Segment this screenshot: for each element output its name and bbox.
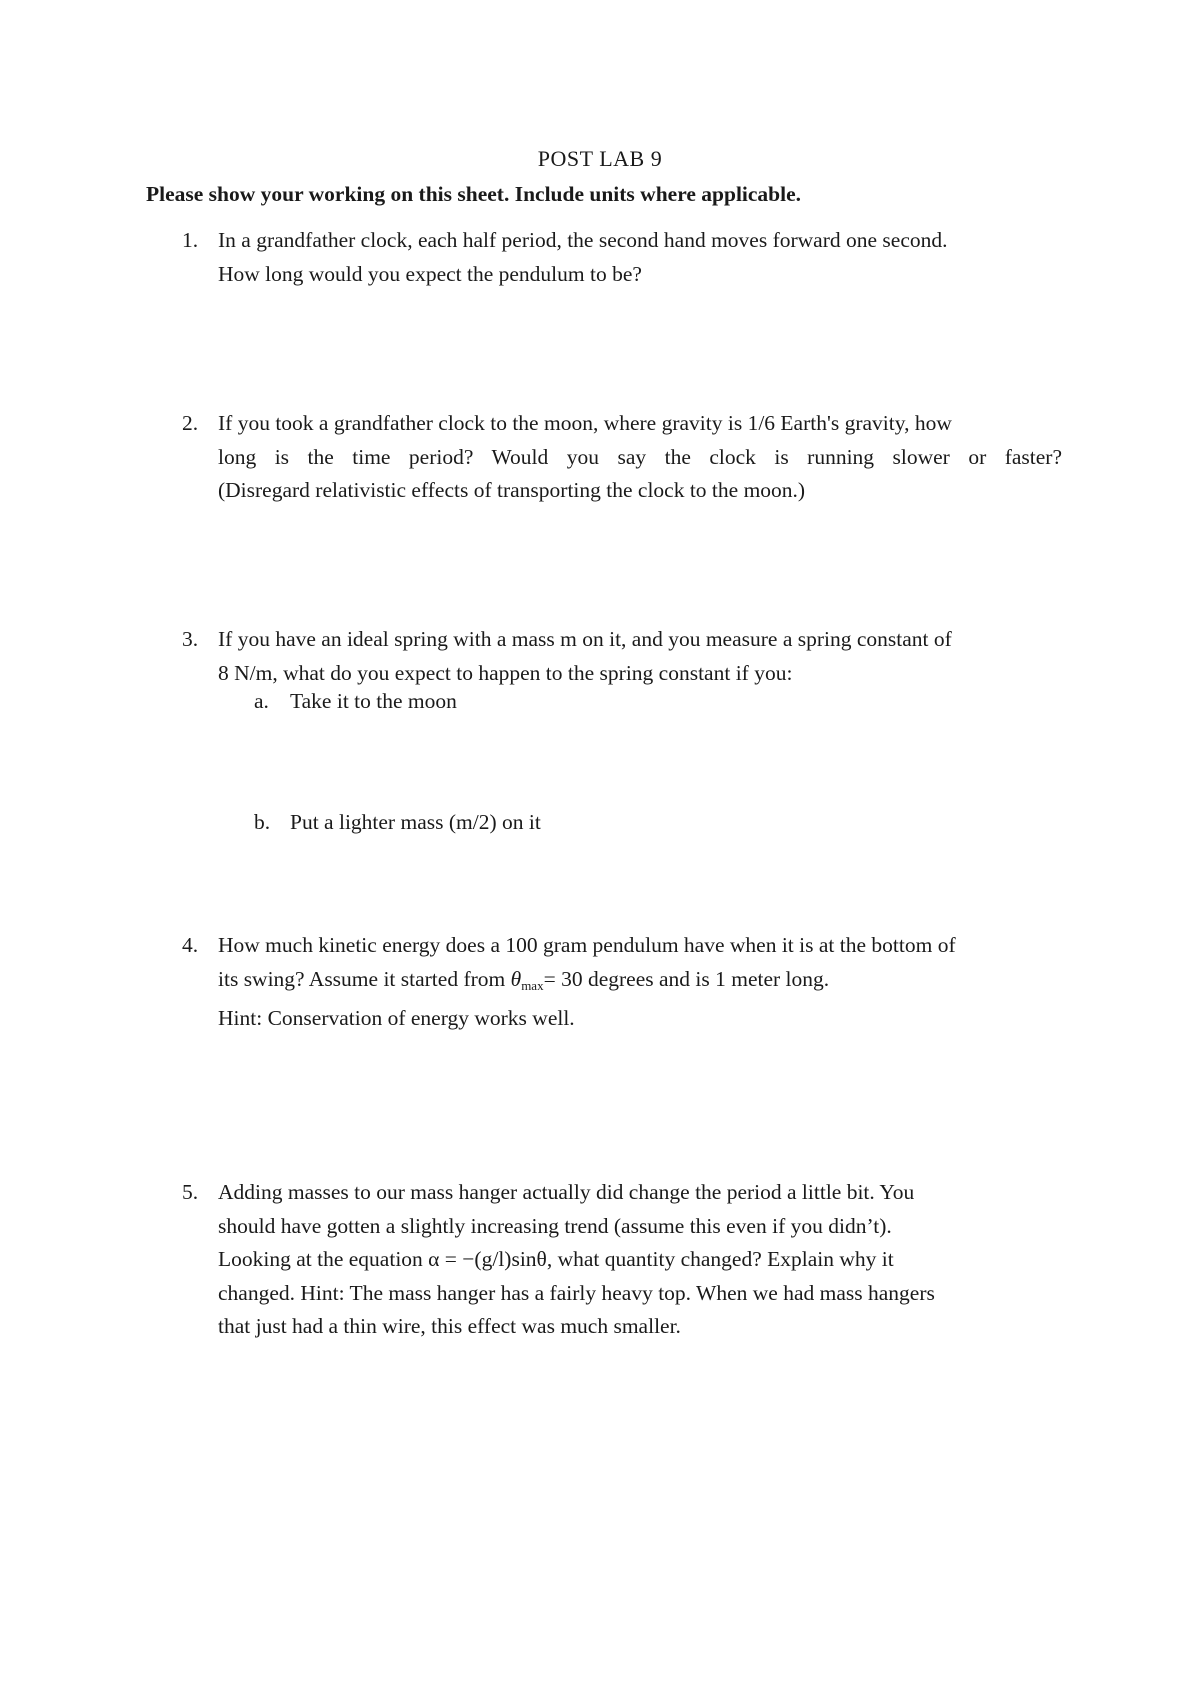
subquestion-text: Put a lighter mass (m/2) on it <box>290 810 541 834</box>
question-text <box>218 407 1062 508</box>
page-title: POST LAB 9 <box>537 146 663 171</box>
question-line-part: = 30 degrees and is 1 meter long. <box>543 966 830 991</box>
question-text <box>218 1176 1062 1344</box>
instructions-text: Please show your working on this sheet. Include units where applicable. <box>146 182 802 206</box>
question-line: long is the time period? Would you say the clock is running slower or faster? <box>218 444 1062 469</box>
question-number: 5. <box>182 1180 199 1204</box>
subquestion-label: b. <box>254 810 271 834</box>
question-line: If you took a grandfather clock to the moon, where gravity is 1/6 Earth's gravity, how <box>218 411 952 435</box>
question-text <box>218 224 1062 291</box>
question-line: should have gotten a slightly increasing trend (assume this even if you didn’t). <box>218 1213 892 1238</box>
theta-symbol: θ <box>510 966 522 991</box>
question-line <box>218 963 1062 1003</box>
question-number: 4. <box>182 933 199 957</box>
question-number: 1. <box>182 228 199 252</box>
question-text <box>218 929 1062 1036</box>
question-line: (Disregard relativistic effects of transporting the clock to the moon.) <box>218 478 806 502</box>
question-hint: Hint: Conservation of energy works well. <box>218 1006 575 1030</box>
question-line: If you have an ideal spring with a mass m on it, and you measure a spring constant of <box>218 627 952 651</box>
question-line: How much kinetic energy does a 100 gram pendulum have when it is at the bottom of <box>218 933 956 957</box>
theta-subscript: max <box>521 977 544 993</box>
question-text <box>218 623 1062 690</box>
question-number: 2. <box>182 411 199 435</box>
question-5 <box>182 1176 1062 1344</box>
question-line: that just had a thin wire, this effect was much smaller. <box>218 1314 681 1338</box>
subquestion-text: Take it to the moon <box>290 689 457 713</box>
question-3 <box>182 623 1062 690</box>
question-number: 3. <box>182 627 199 651</box>
subquestion-3b <box>254 806 541 840</box>
question-line: changed. Hint: The mass hanger has a fairly heavy top. When we had mass hangers <box>218 1280 935 1305</box>
question-line: Looking at the equation α = −(g/l)sinθ, what quantity changed? Explain why it <box>218 1247 894 1271</box>
question-4 <box>182 929 1062 1036</box>
question-line: In a grandfather clock, each half period, the second hand moves forward one second. <box>218 228 948 252</box>
subquestion-3a <box>254 685 457 719</box>
question-line: 8 N/m, what do you expect to happen to the spring constant if you: <box>218 660 793 685</box>
subquestion-label: a. <box>254 689 269 713</box>
question-1 <box>182 224 1062 291</box>
question-line-part: its swing? Assume it started from <box>218 966 511 991</box>
question-line: Adding masses to our mass hanger actually did change the period a little bit. You <box>218 1180 915 1204</box>
question-line: How long would you expect the pendulum to be? <box>218 261 642 286</box>
question-2 <box>182 407 1062 508</box>
